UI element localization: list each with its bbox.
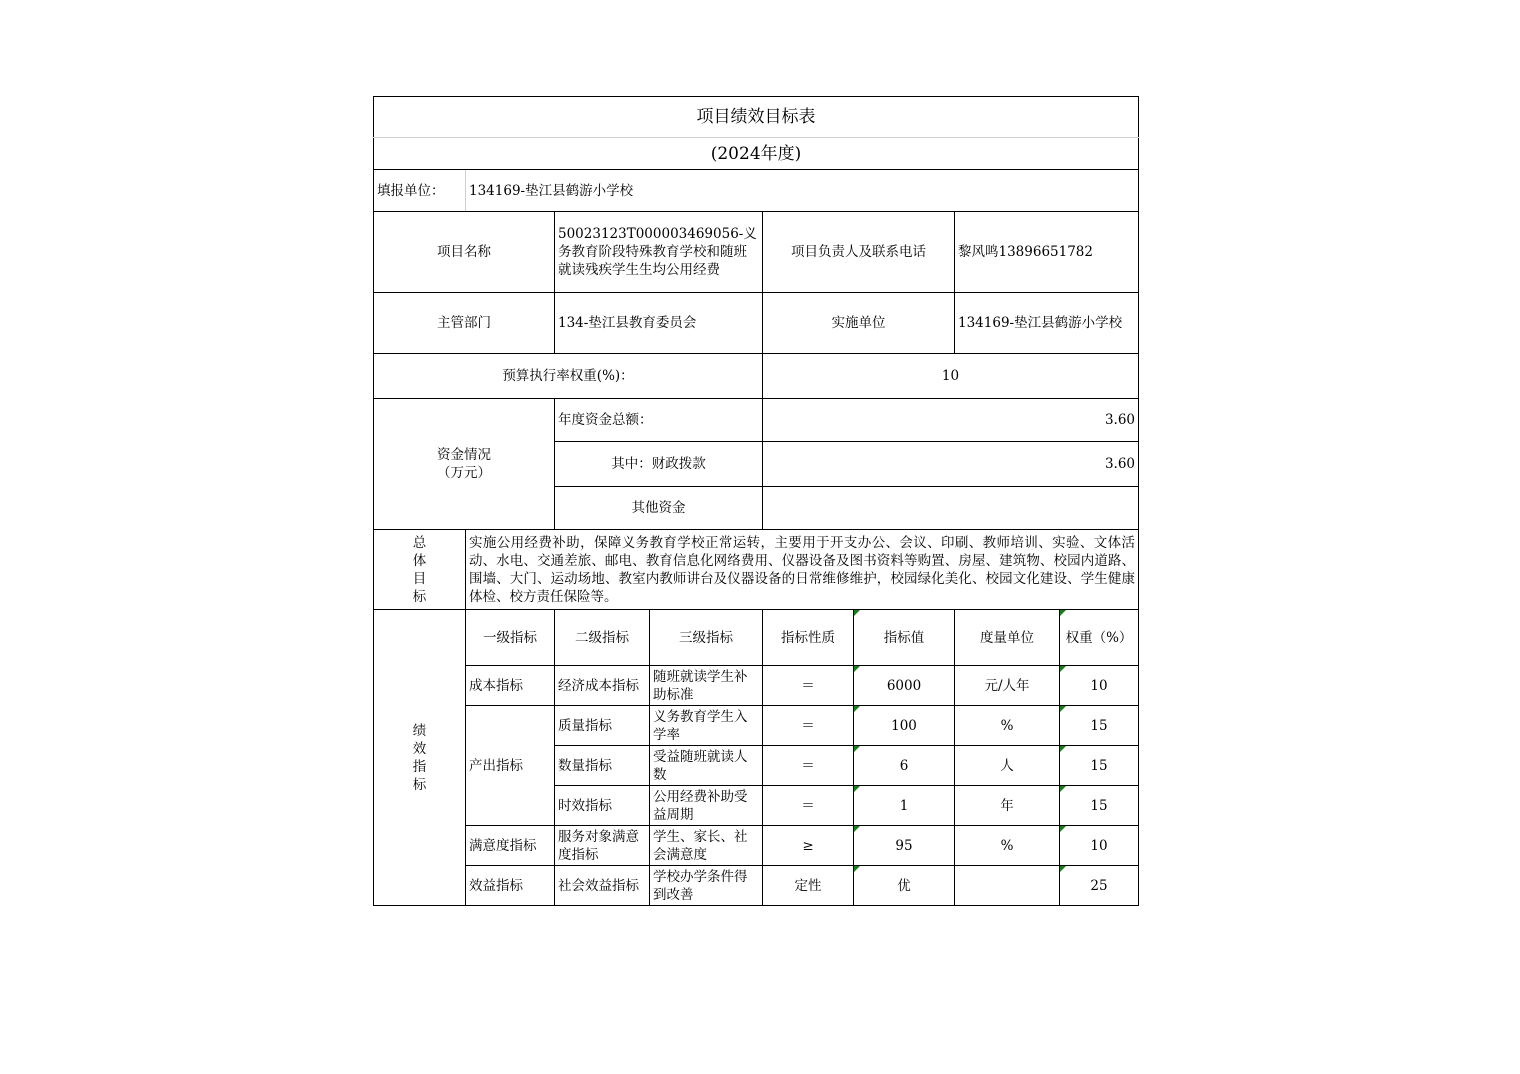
goal-label-char: 体 — [412, 552, 427, 569]
value-cell: 95 — [854, 826, 955, 866]
year-subtitle: (2024年度) — [374, 138, 1139, 170]
dept-label: 主管部门 — [374, 293, 555, 354]
unit-cell: 年 — [955, 786, 1060, 826]
weight-cell: 15 — [1060, 746, 1139, 786]
unit-cell: 元/人年 — [955, 666, 1060, 706]
funds-label — [374, 399, 555, 530]
unit-cell: % — [955, 826, 1060, 866]
table-row — [374, 826, 1139, 866]
value-cell: 1 — [854, 786, 955, 826]
impl-value: 134169-垫江县鹤游小学校 — [955, 293, 1139, 354]
nature-cell: ＝ — [763, 666, 854, 706]
budget-weight-value: 10 — [763, 354, 1139, 399]
header-value: 指标值 — [854, 610, 955, 666]
indicators-label-char: 效 — [412, 740, 427, 757]
group-benefit: 效益指标 — [466, 866, 555, 906]
funds-fiscal-value: 3.60 — [763, 442, 1139, 487]
header-unit: 度量单位 — [955, 610, 1060, 666]
indicators-label-char: 绩 — [412, 722, 427, 739]
table-row — [374, 866, 1139, 906]
header-level3: 三级指标 — [650, 610, 763, 666]
funds-fiscal-label: 其中：财政拨款 — [555, 442, 763, 487]
unit-value: 134169-垫江县鹤游小学校 — [466, 170, 1139, 212]
level2-cell: 质量指标 — [555, 706, 650, 746]
level3-cell: 学生、家长、社会满意度 — [650, 826, 763, 866]
goal-text: 实施公用经费补助，保障义务教育学校正常运转，主要用于开支办公、会议、印刷、教师培训、实验、文体活动、水电、交通差旅、邮电、教育信息化网络费用、仪器设备及图书资料等购置、房屋、建筑物、校园内道路、围墙、大门、运动场地、教室内教师讲台及仪器设备的日常维修维护，校园绿化美化、校园文化建设、学生健康体检、校方责任保险等。 — [466, 530, 1139, 610]
table-row — [374, 706, 1139, 746]
nature-cell: ＝ — [763, 746, 854, 786]
header-level1: 一级指标 — [466, 610, 555, 666]
weight-cell: 15 — [1060, 706, 1139, 746]
funds-unit-text: （万元） — [437, 465, 491, 481]
level2-cell: 数量指标 — [555, 746, 650, 786]
goal-label-char: 标 — [412, 588, 427, 605]
unit-cell: % — [955, 706, 1060, 746]
level2-cell: 时效指标 — [555, 786, 650, 826]
weight-cell: 10 — [1060, 826, 1139, 866]
weight-cell: 10 — [1060, 666, 1139, 706]
value-cell: 优 — [854, 866, 955, 906]
value-cell: 6000 — [854, 666, 955, 706]
group-satisfaction: 满意度指标 — [466, 826, 555, 866]
nature-cell: ＝ — [763, 786, 854, 826]
contact-value: 黎风鸣13896651782 — [955, 212, 1139, 293]
weight-cell: 25 — [1060, 866, 1139, 906]
level3-cell: 随班就读学生补助标准 — [650, 666, 763, 706]
group-cost: 成本指标 — [466, 666, 555, 706]
value-cell: 100 — [854, 706, 955, 746]
table-row — [374, 666, 1139, 706]
impl-label: 实施单位 — [763, 293, 955, 354]
nature-cell: ＝ — [763, 706, 854, 746]
goal-label-char: 目 — [412, 570, 427, 587]
nature-cell: ≥ — [763, 826, 854, 866]
unit-cell: 人 — [955, 746, 1060, 786]
header-weight: 权重（%） — [1060, 610, 1139, 666]
level3-cell: 公用经费补助受益周期 — [650, 786, 763, 826]
indicators-label-char: 标 — [412, 776, 427, 793]
unit-label: 填报单位： — [374, 170, 466, 212]
funds-label-text: 资金情况 — [437, 447, 491, 463]
budget-weight-label: 预算执行率权重(%)： — [374, 354, 763, 399]
unit-cell — [955, 866, 1060, 906]
project-name-label: 项目名称 — [374, 212, 555, 293]
funds-total-label: 年度资金总额： — [555, 399, 763, 442]
performance-target-table — [373, 96, 1139, 906]
group-output: 产出指标 — [466, 706, 555, 826]
level3-cell: 学校办学条件得到改善 — [650, 866, 763, 906]
goal-label — [374, 530, 466, 610]
level2-cell: 经济成本指标 — [555, 666, 650, 706]
dept-value: 134-垫江县教育委员会 — [555, 293, 763, 354]
value-cell: 6 — [854, 746, 955, 786]
project-name-value: 50023123T000003469056-义务教育阶段特殊教育学校和随班就读残疾学生生均公用经费 — [555, 212, 763, 293]
level2-cell: 社会效益指标 — [555, 866, 650, 906]
funds-other-label: 其他资金 — [555, 487, 763, 530]
indicators-label — [374, 610, 466, 906]
indicators-label-char: 指 — [412, 758, 427, 775]
funds-other-value — [763, 487, 1139, 530]
funds-total-value: 3.60 — [763, 399, 1139, 442]
performance-target-sheet — [373, 96, 1138, 906]
level3-cell: 受益随班就读人数 — [650, 746, 763, 786]
level2-cell: 服务对象满意度指标 — [555, 826, 650, 866]
contact-label: 项目负责人及联系电话 — [763, 212, 955, 293]
header-level2: 二级指标 — [555, 610, 650, 666]
level3-cell: 义务教育学生入学率 — [650, 706, 763, 746]
weight-cell: 15 — [1060, 786, 1139, 826]
goal-label-char: 总 — [412, 534, 427, 551]
header-nature: 指标性质 — [763, 610, 854, 666]
nature-cell: 定性 — [763, 866, 854, 906]
page-title: 项目绩效目标表 — [374, 97, 1139, 138]
